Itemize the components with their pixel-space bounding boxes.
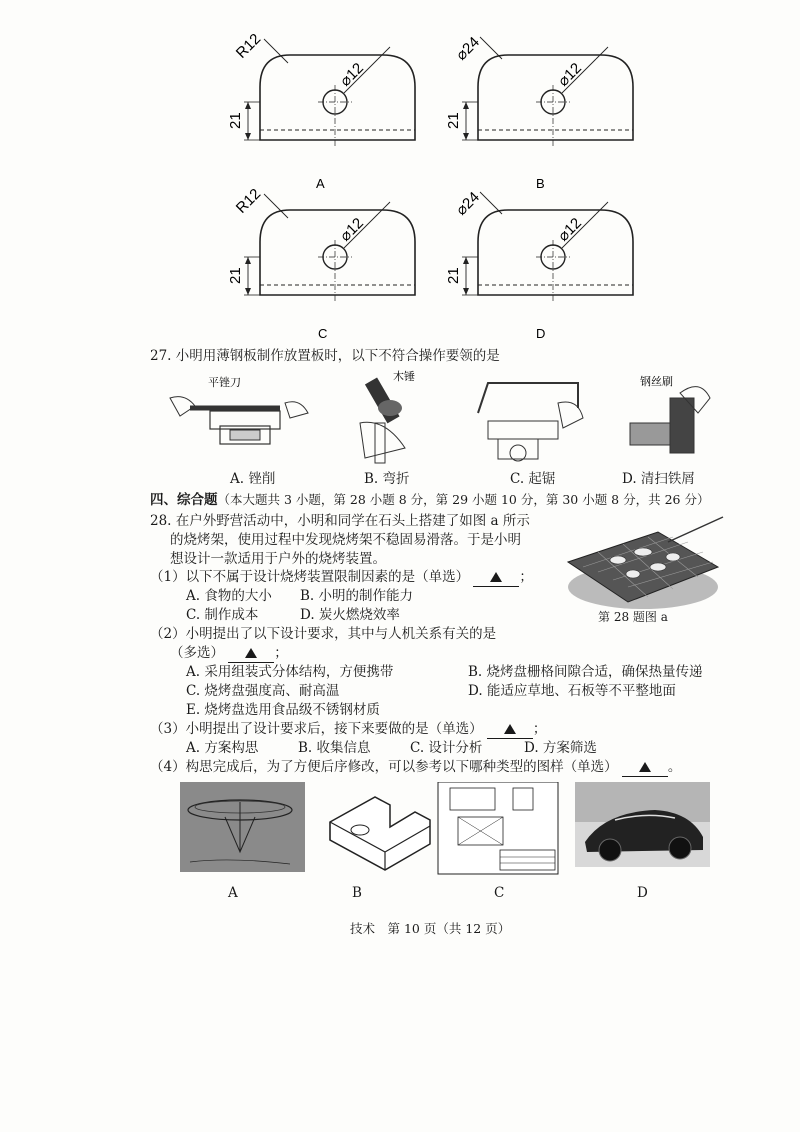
- dim-21-a: 21: [227, 112, 244, 129]
- mallet-label: 木锤: [393, 371, 415, 383]
- sawing-image: [478, 383, 583, 461]
- q28-sub3-option-a: A. 方案构思: [186, 740, 259, 756]
- isometric-image: [330, 797, 430, 870]
- triangle-icon: [504, 724, 516, 734]
- dim-phi12-a: ⌀12: [336, 59, 368, 90]
- brush-image: [630, 374, 710, 453]
- q28-sub2-multi: （多选）: [170, 645, 224, 661]
- q28-sub4: （4）构思完成后，为了方便后序修改，可以参考以下哪种类型的图样（单选） 。: [150, 759, 682, 775]
- q28-sub4-text: （4）构思完成后，为了方便后序修改，可以参考以下哪种类型的图样（单选）: [150, 759, 618, 775]
- brush-label: 钢丝刷: [640, 376, 673, 388]
- label-b: B: [536, 176, 545, 191]
- answer-blank-3[interactable]: [487, 720, 533, 739]
- dim-phi12-c: ⌀12: [336, 214, 368, 245]
- dim-r12-a: R12: [232, 30, 265, 62]
- q27-option-a: A. 锉削: [230, 471, 276, 487]
- q28-sub4-label-d: D: [637, 885, 648, 901]
- label-a: A: [316, 176, 325, 191]
- q28-sub1: （1）以下不属于设计烧烤装置限制因素的是（单选） ；: [150, 569, 533, 585]
- q28-sub4-images: [170, 782, 730, 882]
- q28-sub3: （3）小明提出了设计要求后，接下来要做的是（单选） ；: [150, 721, 547, 737]
- section4-heading: 四、综合题: [150, 492, 218, 508]
- q27-option-c: C. 起锯: [510, 471, 556, 487]
- q28-sub1-option-b: B. 小明的制作能力: [300, 588, 414, 604]
- label-d: D: [536, 326, 546, 341]
- q28-sub3-option-d: D. 方案筛选: [524, 740, 597, 756]
- q27-option-b: B. 弯折: [364, 471, 410, 487]
- q28-sub2-option-b: B. 烧烤盘栅格间隙合适，确保热量传递: [468, 664, 703, 680]
- q28-sub1-option-c: C. 制作成本: [186, 607, 259, 623]
- q28-sub4-label-b: B: [352, 885, 362, 901]
- plate-b: [445, 34, 633, 148]
- q28-intro-2: 的烧烤架，使用过程中发现烧烤架不稳固易滑落。于是小明: [170, 532, 521, 548]
- dim-r12-c: R12: [232, 185, 265, 217]
- page-footer: 技术 第 10 页（共 12 页）: [350, 921, 511, 936]
- plate-a: [227, 30, 415, 148]
- q27-title: 27. 小明用薄钢板制作放置板时，以下不符合操作要领的是: [150, 348, 500, 364]
- plate-drawings: [0, 0, 800, 345]
- q28-sub2-line2: （多选） ；: [170, 645, 288, 661]
- dim-phi24-d: ⌀24: [452, 188, 484, 219]
- section4-header: [150, 491, 709, 509]
- q28-sub1-option-d: D. 炭火燃烧效率: [300, 607, 400, 623]
- figure-28a-caption: 第 28 题图 a: [598, 610, 668, 624]
- dim-21-c: 21: [227, 267, 244, 284]
- dim-phi24-b: ⌀24: [452, 33, 484, 64]
- answer-blank-4[interactable]: [622, 758, 668, 777]
- q28-sub3-text: （3）小明提出了设计要求后，接下来要做的是（单选）: [150, 721, 483, 737]
- answer-blank-1[interactable]: [473, 568, 519, 587]
- q28-sub1-text: （1）以下不属于设计烧烤装置限制因素的是（单选）: [150, 569, 470, 585]
- q28-sub3-option-b: B. 收集信息: [298, 740, 371, 756]
- answer-blank-2[interactable]: [228, 644, 274, 663]
- filing-image: [170, 375, 308, 444]
- triangle-icon: [245, 648, 257, 658]
- q28-sub2-text: （2）小明提出了以下设计要求，其中与人机关系有关的是: [150, 626, 497, 642]
- dim-phi12-d: ⌀12: [554, 214, 586, 245]
- q28-sub3-option-c: C. 设计分析: [410, 740, 483, 756]
- section4-desc: （本大题共 3 小题，第 28 小题 8 分，第 29 小题 10 分，第 30 小题 8 分，共 26 分）: [217, 492, 710, 507]
- q28-sub2-option-c: C. 烧烤盘强度高、耐高温: [186, 683, 340, 699]
- q28-intro-3: 想设计一款适用于户外的烧烤装置。: [170, 551, 386, 567]
- rendering-image: [575, 782, 710, 867]
- q27-tool-images: [150, 368, 720, 468]
- sketch-image: [180, 782, 305, 872]
- dim-phi12-b: ⌀12: [554, 59, 586, 90]
- q28-sub1-option-a: A. 食物的大小: [186, 588, 272, 604]
- q28-sub2-option-a: A. 采用组装式分体结构，方便携带: [186, 664, 394, 680]
- dim-21-d: 21: [445, 267, 462, 284]
- label-c: C: [318, 326, 328, 341]
- bending-image: [360, 369, 415, 463]
- engineering-drawing-image: [438, 782, 558, 874]
- q28-sub2-option-d: D. 能适应草地、石板等不平整地面: [468, 683, 676, 699]
- plate-c: [227, 185, 415, 303]
- q28-sub4-label-a: A: [228, 885, 238, 901]
- q28-sub2-option-e: E. 烧烤盘选用食品级不锈钢材质: [186, 702, 380, 718]
- q28-sub4-label-c: C: [494, 885, 505, 901]
- triangle-icon: [639, 762, 651, 772]
- q28-intro-1: 28. 在户外野营活动中，小明和同学在石头上搭建了如图 a 所示: [150, 513, 530, 529]
- q27-option-d: D. 清扫铁屑: [622, 471, 695, 487]
- triangle-icon: [490, 572, 502, 582]
- dim-21-b: 21: [445, 112, 462, 129]
- file-label: 平锉刀: [208, 377, 241, 389]
- grill-photo: [548, 512, 728, 617]
- plate-d: [445, 189, 633, 303]
